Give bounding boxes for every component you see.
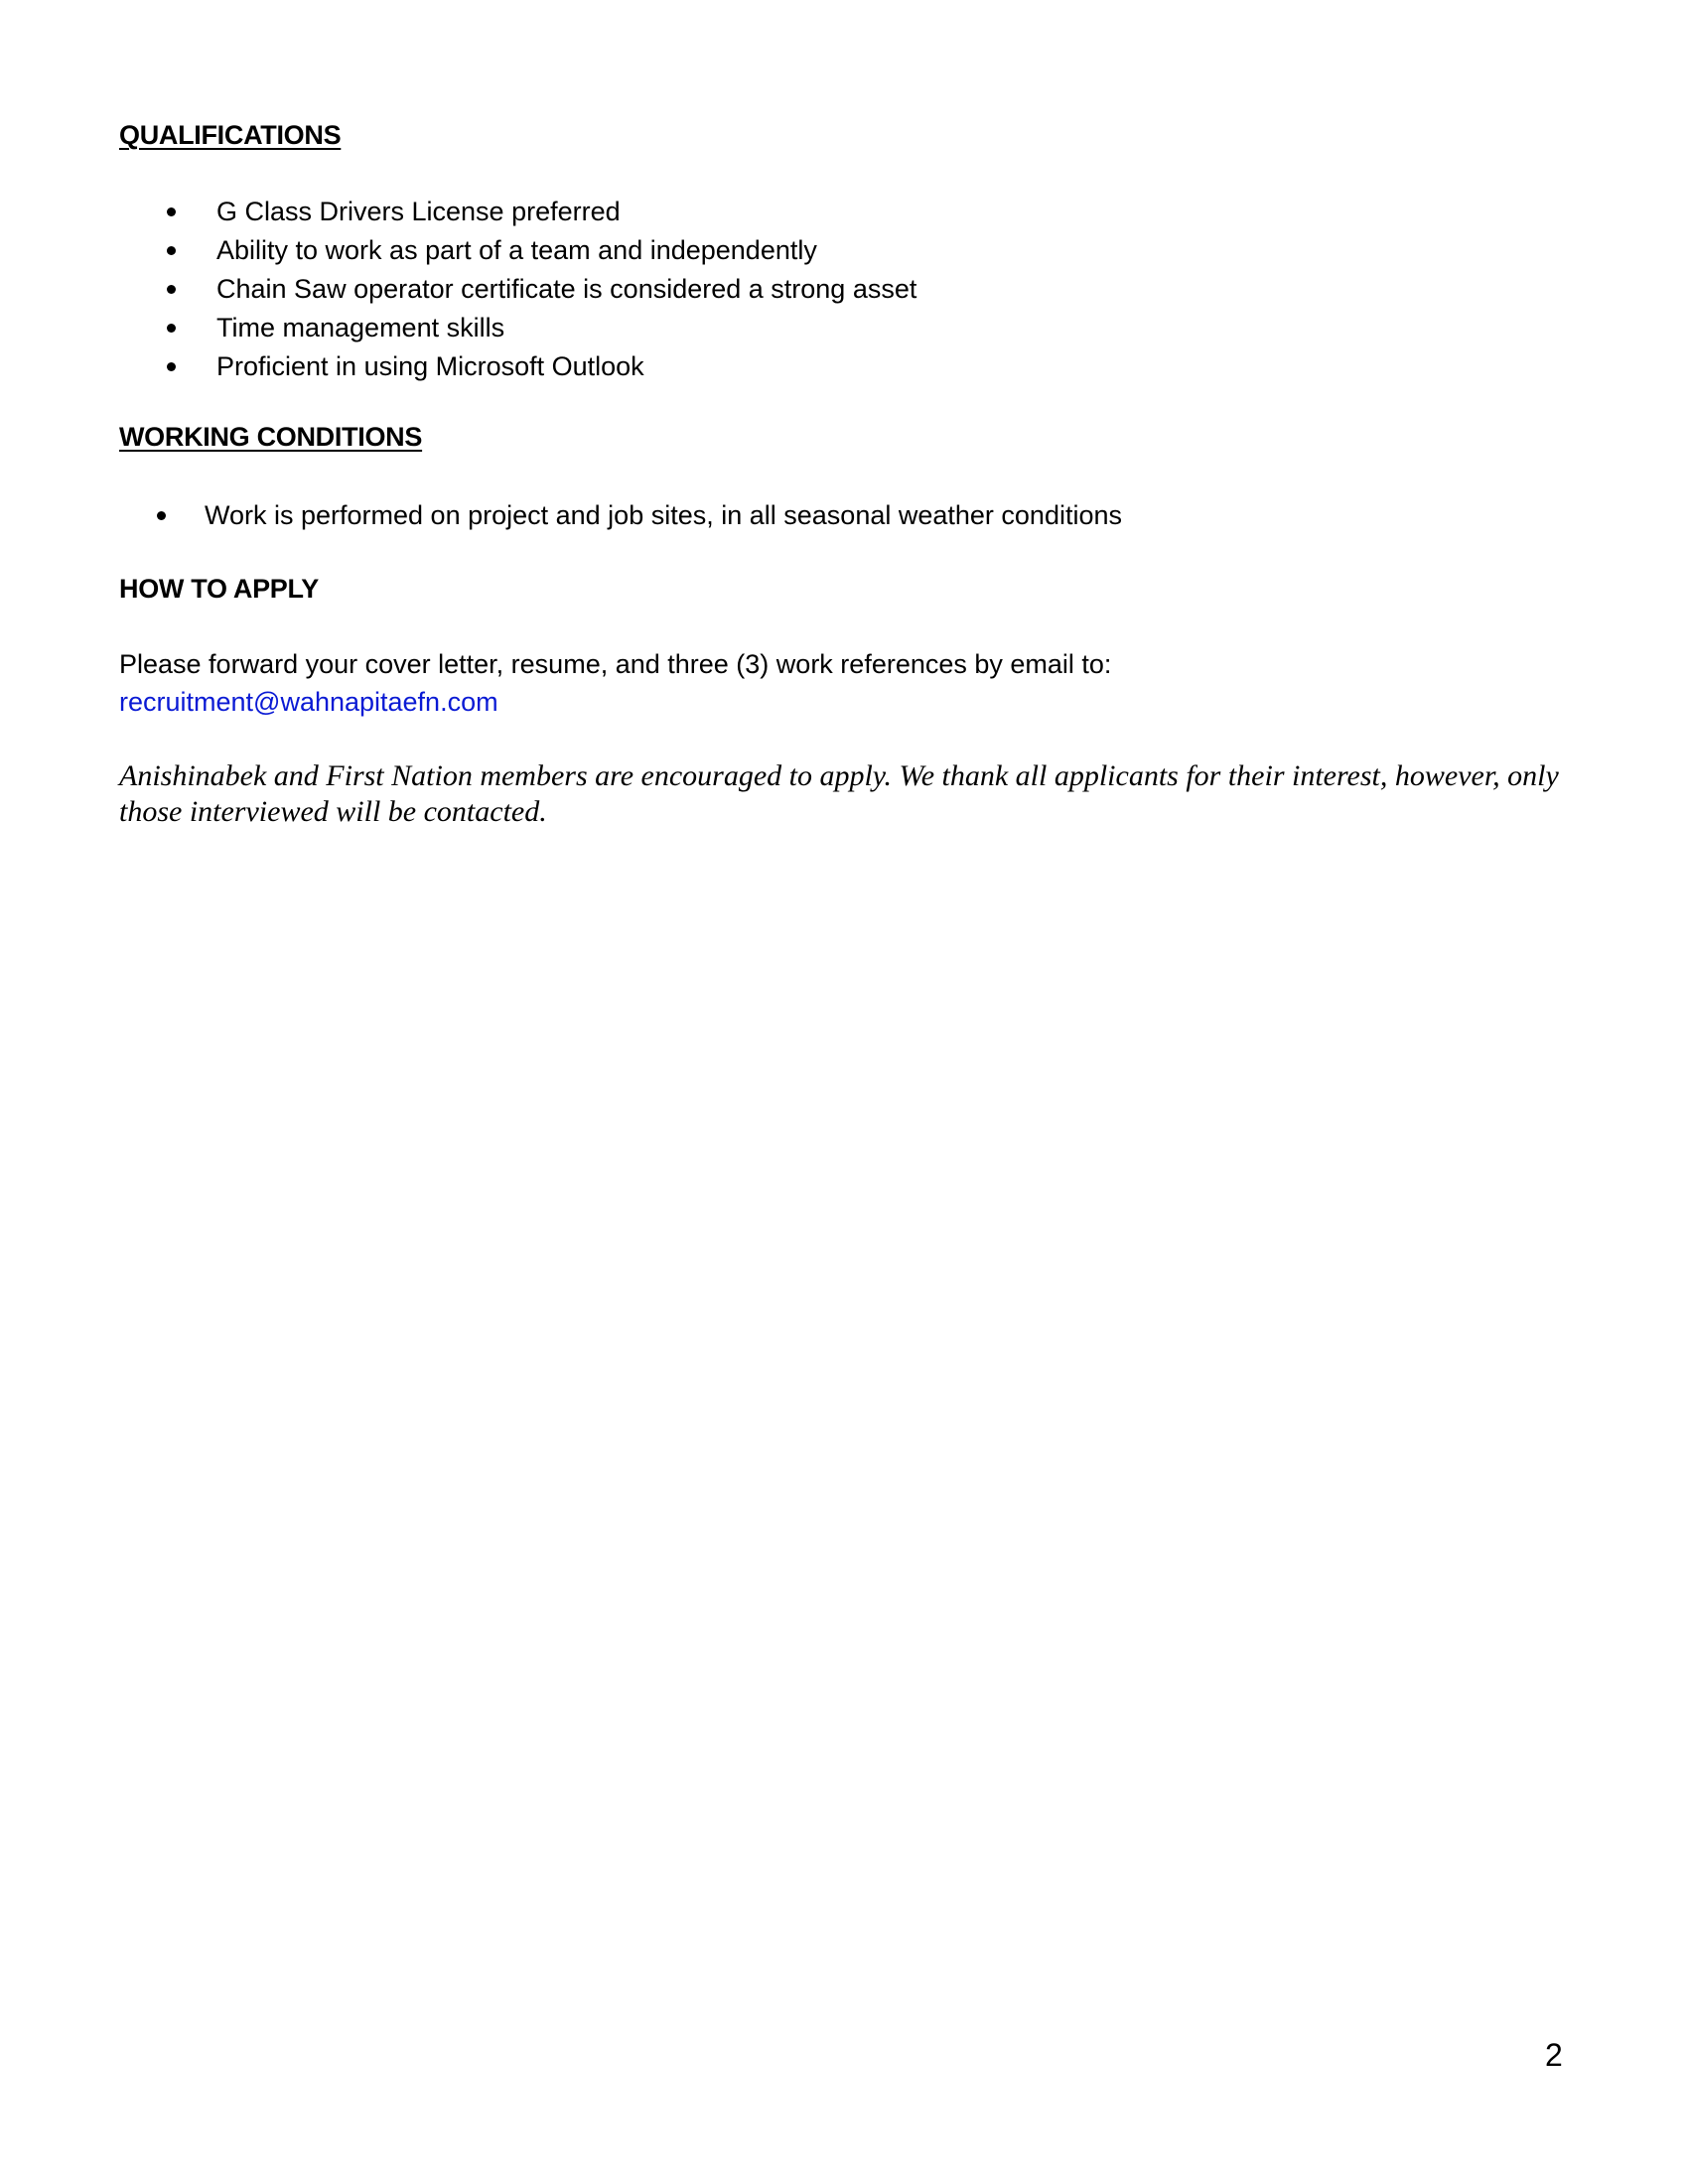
- list-item-text: Proficient in using Microsoft Outlook: [216, 351, 644, 381]
- bullet-icon: [167, 362, 176, 371]
- bullet-icon: [167, 285, 176, 294]
- apply-instructions: Please forward your cover letter, resume, and three (3) work references by email to:: [119, 649, 1112, 679]
- working-conditions-heading: WORKING CONDITIONS: [119, 422, 423, 452]
- list-item-text: G Class Drivers License preferred: [216, 197, 621, 226]
- email-line: [119, 683, 498, 721]
- list-item-text: Chain Saw operator certificate is considered a strong asset: [216, 274, 917, 304]
- bullet-icon: [167, 324, 176, 333]
- bullet-icon: [167, 207, 176, 216]
- bullet-icon: [167, 246, 176, 255]
- qualifications-heading: QUALIFICATIONS: [119, 120, 342, 150]
- list-item-text: Ability to work as part of a team and independently: [216, 235, 817, 265]
- page-number: 2: [1545, 2037, 1563, 2073]
- how-to-apply-heading: HOW TO APPLY: [119, 574, 319, 604]
- recruitment-email-link[interactable]: recruitment@wahnapitaefn.com: [119, 687, 498, 717]
- closing-note: Anishinabek and First Nation members are encouraged to apply. We thank all applicants for their interest, however, only those interviewed will be contacted.: [119, 759, 1559, 828]
- bullet-icon: [157, 511, 166, 520]
- list-item-text: Work is performed on project and job sites, in all seasonal weather conditions: [205, 500, 1122, 530]
- list-item-text: Time management skills: [216, 313, 505, 342]
